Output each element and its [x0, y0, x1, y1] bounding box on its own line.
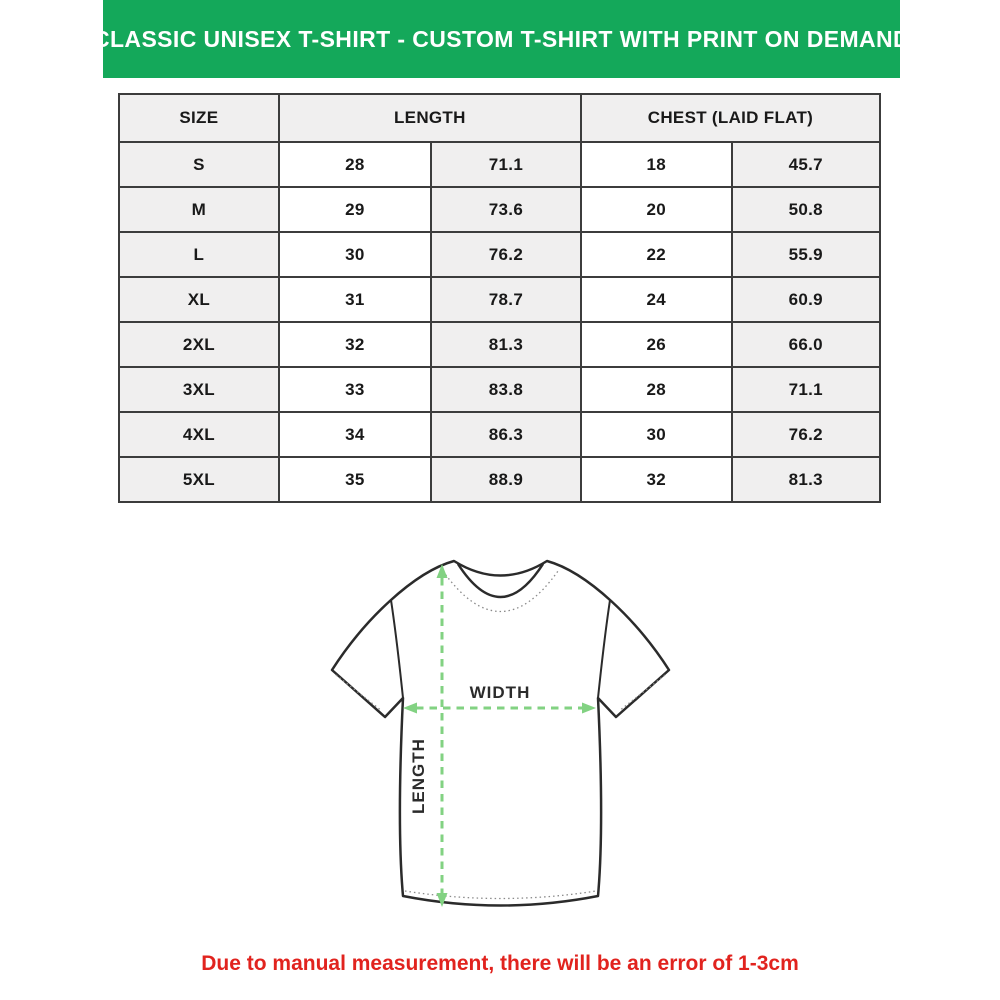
length-cm-cell: 86.3 — [431, 412, 581, 457]
chest-cm-cell: 81.3 — [732, 457, 880, 502]
table-header-row — [119, 94, 880, 142]
length-inch-cell: 28 — [279, 142, 431, 187]
length-inch-cell: 34 — [279, 412, 431, 457]
table-row — [119, 367, 880, 412]
table-row — [119, 457, 880, 502]
table-row — [119, 142, 880, 187]
size-cell: M — [119, 187, 279, 232]
chest-inch-cell: 28 — [581, 367, 732, 412]
chest-inch-cell: 20 — [581, 187, 732, 232]
chest-cm-cell: 50.8 — [732, 187, 880, 232]
table-row — [119, 187, 880, 232]
size-cell: 4XL — [119, 412, 279, 457]
length-cm-cell: 78.7 — [431, 277, 581, 322]
size-cell: XL — [119, 277, 279, 322]
size-column-header: SIZE — [119, 94, 279, 142]
chest-inch-cell: 30 — [581, 412, 732, 457]
size-cell: L — [119, 232, 279, 277]
chest-inch-cell: 18 — [581, 142, 732, 187]
chest-cm-cell: 60.9 — [732, 277, 880, 322]
length-cm-cell: 73.6 — [431, 187, 581, 232]
table-row — [119, 277, 880, 322]
size-cell: S — [119, 142, 279, 187]
length-inch-cell: 35 — [279, 457, 431, 502]
table-row — [119, 232, 880, 277]
chest-inch-cell: 32 — [581, 457, 732, 502]
length-inch-cell: 33 — [279, 367, 431, 412]
tshirt-outline — [332, 561, 669, 906]
table-row — [119, 322, 880, 367]
length-cm-cell: 81.3 — [431, 322, 581, 367]
tshirt-measurement-diagram — [318, 550, 682, 922]
length-inch-cell: 31 — [279, 277, 431, 322]
length-dimension-label: LENGTH — [409, 738, 428, 814]
chest-inch-cell: 24 — [581, 277, 732, 322]
size-cell: 5XL — [119, 457, 279, 502]
page-title: CLASSIC UNISEX T-SHIRT - CUSTOM T-SHIRT WITH PRINT ON DEMAND — [92, 25, 911, 52]
size-cell: 3XL — [119, 367, 279, 412]
chest-cm-cell: 55.9 — [732, 232, 880, 277]
length-cm-cell: 76.2 — [431, 232, 581, 277]
size-table — [118, 93, 881, 503]
width-dimension-label: WIDTH — [469, 683, 531, 702]
length-inch-cell: 29 — [279, 187, 431, 232]
size-table-container — [118, 93, 881, 503]
title-banner — [92, 0, 911, 78]
length-cm-cell: 71.1 — [431, 142, 581, 187]
measurement-error-note: Due to manual measurement, there will be an error of 1-3cm — [201, 952, 799, 975]
length-inch-cell: 30 — [279, 232, 431, 277]
chest-cm-cell: 66.0 — [732, 322, 880, 367]
chest-inch-cell: 22 — [581, 232, 732, 277]
length-cm-cell: 83.8 — [431, 367, 581, 412]
table-row — [119, 412, 880, 457]
size-cell: 2XL — [119, 322, 279, 367]
chest-inch-cell: 26 — [581, 322, 732, 367]
length-column-header: LENGTH — [279, 94, 581, 142]
chest-cm-cell: 71.1 — [732, 367, 880, 412]
chest-cm-cell: 76.2 — [732, 412, 880, 457]
length-cm-cell: 88.9 — [431, 457, 581, 502]
length-inch-cell: 32 — [279, 322, 431, 367]
chest-cm-cell: 45.7 — [732, 142, 880, 187]
chest-column-header: CHEST (LAID FLAT) — [581, 94, 880, 142]
